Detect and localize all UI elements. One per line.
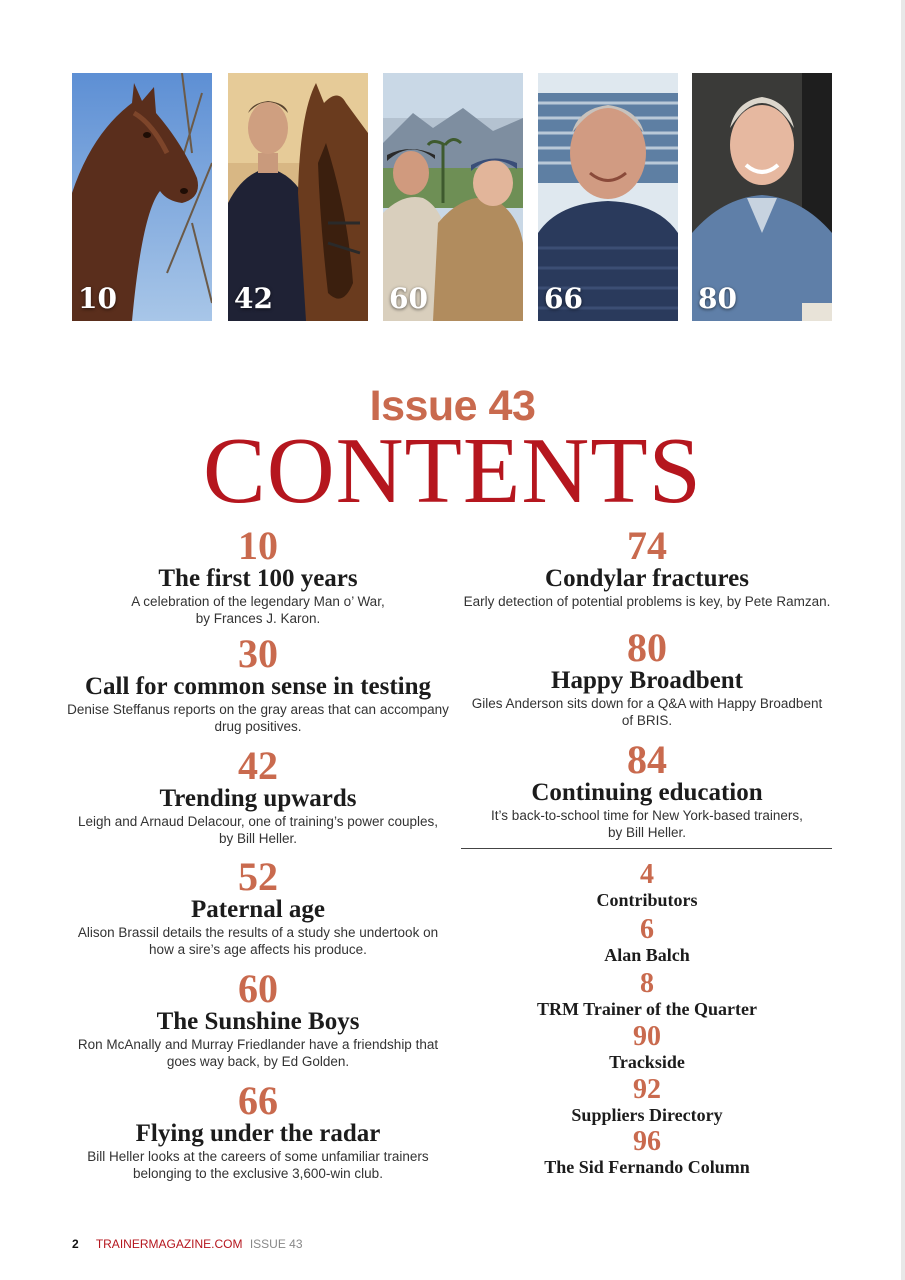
toc-description: Bill Heller looks at the careers of some unfamiliar trainers belonging to the exclusive 3,600-win club. [87, 1149, 429, 1181]
regular-page-number: 8 [640, 968, 654, 999]
toc-page-number: 60 [238, 966, 278, 1011]
regular-entry[interactable] [462, 1074, 832, 1127]
photo-page-number: 42 [234, 282, 273, 315]
photo-page-number: 60 [389, 282, 428, 315]
page-edge [901, 0, 905, 1280]
toc-description: Giles Anderson sits down for a Q&A with Happy Broadbent of BRIS. [471, 696, 823, 728]
regular-entry[interactable] [462, 1021, 832, 1074]
toc-page-number: 66 [238, 1078, 278, 1123]
toc-entry[interactable] [462, 625, 832, 729]
footer-issue: ISSUE 43 [249, 1237, 303, 1251]
toc-description: Alison Brassil details the results of a study she undertook on how a sire’s age affects his produce. [77, 925, 439, 957]
toc-entry[interactable] [60, 1078, 456, 1182]
toc-description: Early detection of potential problems is key, by Pete Ramzan. [463, 594, 831, 609]
toc-title: Continuing education [531, 779, 763, 806]
toc-description: Leigh and Arnaud Delacour, one of training’s power couples, by Bill Heller. [78, 814, 438, 846]
footer-site-link[interactable]: TRAINERMAGAZINE.COM [95, 1237, 243, 1251]
photo-page-number: 66 [544, 282, 583, 315]
toc-title: Paternal age [191, 896, 325, 923]
regular-title: Trackside [609, 1052, 685, 1072]
toc-description: Denise Steffanus reports on the gray areas that can accompany drug positives. [67, 702, 449, 734]
regular-title: TRM Trainer of the Quarter [537, 999, 757, 1019]
toc-page-number: 74 [627, 523, 667, 568]
regular-page-number: 96 [633, 1126, 661, 1157]
toc-page-number: 80 [627, 625, 667, 670]
toc-title: Happy Broadbent [551, 667, 743, 694]
photo-trainer-grandstand[interactable] [538, 73, 678, 321]
toc-description: It’s back-to-school time for New York-based trainers, by Bill Heller. [491, 808, 803, 840]
toc-title: The first 100 years [158, 565, 358, 592]
toc-entry[interactable] [462, 523, 832, 610]
toc-entry[interactable] [60, 966, 456, 1070]
regular-page-number: 90 [633, 1021, 661, 1052]
toc-page-number: 10 [238, 523, 278, 568]
photo-happy-broadbent[interactable] [692, 73, 832, 321]
regular-entry[interactable] [462, 859, 832, 912]
regular-entry[interactable] [462, 968, 832, 1021]
regular-entry[interactable] [462, 1126, 832, 1179]
toc-page-number: 52 [238, 854, 278, 899]
toc-title: Condylar fractures [545, 565, 749, 592]
regular-title: Suppliers Directory [571, 1105, 723, 1125]
regular-page-number: 92 [633, 1074, 661, 1105]
toc-title: Flying under the radar [135, 1120, 381, 1147]
toc-entry[interactable] [60, 743, 456, 847]
toc-description: A celebration of the legendary Man o’ War, by Frances J. Karon. [131, 594, 385, 626]
regular-page-number: 4 [640, 859, 654, 890]
toc-page-number: 42 [238, 743, 278, 788]
photo-sunshine-boys[interactable] [383, 73, 523, 321]
toc-title: Call for common sense in testing [84, 673, 432, 700]
toc-title: Trending upwards [159, 785, 357, 812]
toc-page-number: 30 [238, 631, 278, 676]
toc-entry[interactable] [60, 631, 456, 735]
toc-entry[interactable] [60, 523, 456, 627]
regular-page-number: 6 [640, 914, 654, 945]
toc-page-number: 84 [627, 737, 667, 782]
regular-entry[interactable] [462, 914, 832, 967]
toc-entry[interactable] [462, 737, 832, 841]
regular-title: The Sid Fernando Column [544, 1157, 750, 1177]
regular-title: Alan Balch [604, 945, 690, 965]
regular-title: Contributors [596, 890, 698, 910]
toc-entry[interactable] [60, 854, 456, 958]
contents-title: CONTENTS [203, 419, 702, 523]
page-footer [72, 1237, 303, 1251]
toc-description: Ron McAnally and Murray Friedlander have a friendship that goes way back, by Ed Golden. [77, 1037, 439, 1069]
photo-trainer-with-horse[interactable] [228, 73, 368, 321]
photo-horse-statue[interactable] [72, 73, 212, 321]
toc-title: The Sunshine Boys [156, 1008, 360, 1035]
photo-page-number: 80 [698, 282, 737, 315]
issue-label: Issue 43 [369, 382, 536, 430]
section-divider [461, 848, 832, 849]
footer-page-number: 2 [72, 1237, 79, 1251]
photo-page-number: 10 [78, 282, 117, 315]
